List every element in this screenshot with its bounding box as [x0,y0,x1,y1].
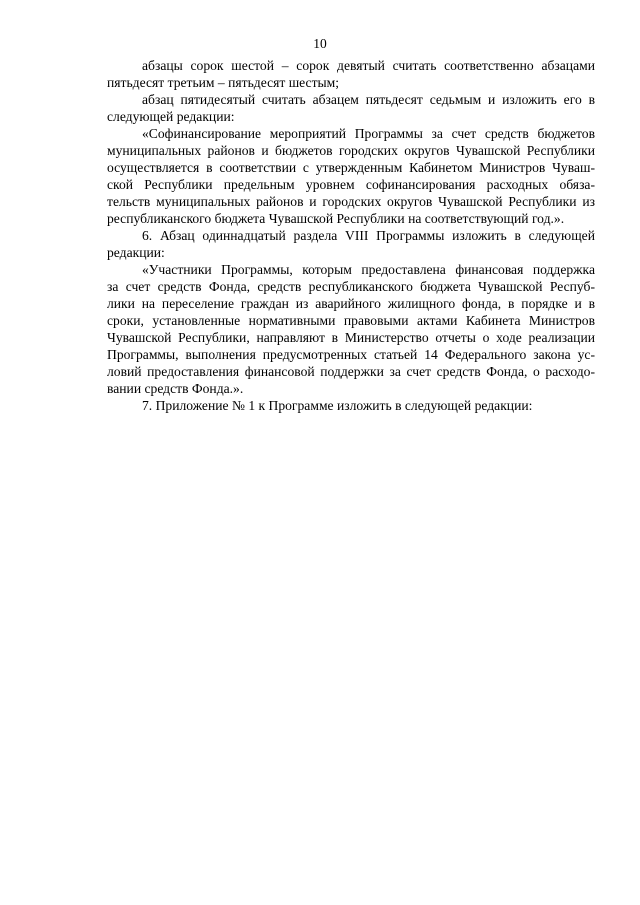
text-line: 7. Приложение № 1 к Программе изложить в следующей редакции: [142,398,533,413]
text-line: пятьдесят третьим – пятьдесят шестым; [107,75,340,90]
text-line: редакции: [107,245,165,260]
text-line: вании средств Фонда.». [107,381,244,396]
text-line: ловий предоставления финансовой поддержки за счет средств Фонда, о расходо- [107,364,595,379]
body-text [107,57,595,414]
text-line: «Участники Программы, которым предоставлена финансовая поддержка [142,262,595,277]
text-line: Чувашской Республики, направляют в Министерство отчеты о ходе реализации [107,330,595,345]
page-number: 10 [313,36,327,51]
text-line: 6. Абзац одиннадцатый раздела VIII Программы изложить в следующей [142,228,595,243]
text-line: лики на переселение граждан из аварийного жилищного фонда, в порядке и в [107,296,595,311]
text-line: за счет средств Фонда, средств республиканского бюджета Чувашской Респуб- [107,279,595,294]
text-line: муниципальных районов и бюджетов городских округов Чувашской Республики [107,143,595,158]
text-line: тельств муниципальных районов и городских округов Чувашской Республики из [107,194,595,209]
text-line: сроки, установленные нормативными правовыми актами Кабинета Министров [107,313,595,328]
text-line: абзацы сорок шестой – сорок девятый считать соответственно абзацами [142,58,595,73]
text-line: Программы, выполнения предусмотренных статьей 14 Федерального закона ус- [107,347,595,362]
text-line: осуществляется в соответствии с утвержденным Кабинетом Министров Чуваш- [107,160,595,175]
text-line: абзац пятидесятый считать абзацем пятьдесят седьмым и изложить его в [142,92,595,107]
text-line: республиканского бюджета Чувашской Республики на соответствующий год.». [107,211,565,226]
text-line: «Софинансирование мероприятий Программы за счет средств бюджетов [142,126,595,141]
text-line: ской Республики предельным уровнем софинансирования расходных обяза- [107,177,595,192]
text-line: следующей редакции: [107,109,235,124]
